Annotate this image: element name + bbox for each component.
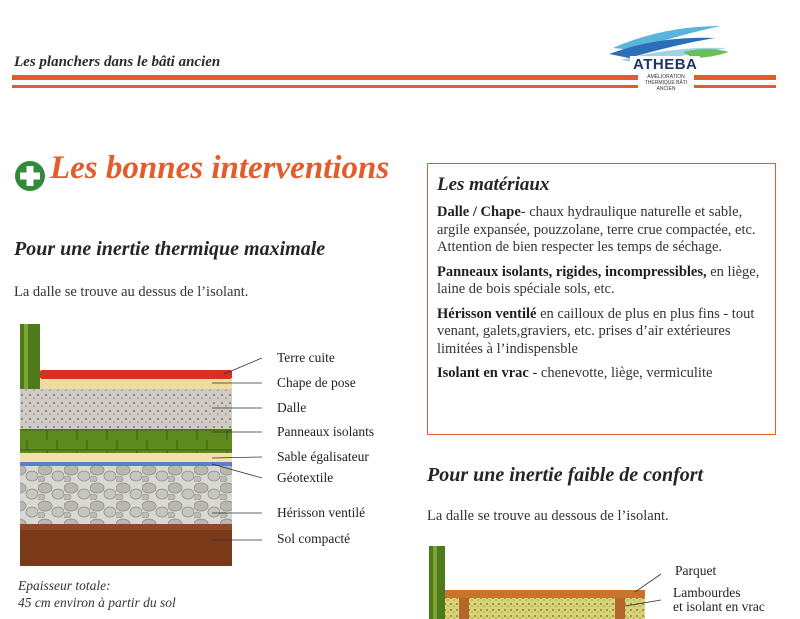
section-title: Les bonnes interventions	[50, 150, 390, 186]
floor-section-diagram-low-inertia	[425, 542, 785, 619]
layer-label-lambourdes: Lambourdes	[673, 585, 741, 600]
material-label: Isolant en vrac	[437, 365, 529, 381]
material-text: en liège, laine de bois spéciale sols, etc.	[437, 263, 760, 297]
document-header-title: Les planchers dans le bâti ancien	[14, 54, 221, 70]
caption-line-2: 45 cm environ à partir du sol	[18, 595, 176, 610]
layer-label-terre-cuite: Terre cuite	[277, 350, 335, 365]
layer-label-panneaux-isolants: Panneaux isolants	[277, 424, 375, 439]
material-item-isolant-vrac	[437, 365, 765, 383]
material-label: Panneaux isolants, rigides, incompressibles,	[437, 263, 707, 280]
layer-label-chape-de-pose: Chape de pose	[277, 375, 356, 390]
atheba-logo-tagline: AMÉLIORATION THERMIQUE BÂTI ANCIEN	[638, 74, 694, 92]
material-text: - chenevotte, liège, vermiculite	[528, 365, 713, 381]
material-text: - chaux hydraulique naturelle et sable, argile expansée, pouzzolane, terre crue compactée, etc.	[437, 204, 756, 238]
atheba-logo-wordmark: ATHEBA	[630, 56, 700, 73]
low-inertia-heading: Pour une inertie faible de confort	[427, 464, 704, 486]
layer-label-sable-egalisateur: Sable égalisateur	[277, 449, 369, 464]
layer-label-herisson-ventile: Hérisson ventilé	[277, 505, 366, 520]
caption-line-1: Epaisseur totale:	[18, 578, 111, 593]
floor-layers-illustration-low	[425, 542, 665, 619]
material-item-dalle-chape	[437, 204, 765, 257]
low-inertia-description: La dalle se trouve au dessous de l’isolant.	[427, 508, 669, 524]
thickness-caption	[18, 577, 176, 611]
material-label: Hérisson ventilé	[437, 305, 537, 322]
layer-label-parquet: Parquet	[675, 563, 717, 578]
layer-label-sol-compacte: Sol compacté	[277, 531, 351, 546]
layer-label-geotextile: Géotextile	[277, 470, 334, 485]
layer-label-dalle: Dalle	[277, 400, 307, 415]
layer-label-isolant-vrac: et isolant en vrac	[673, 599, 765, 614]
materials-box	[427, 163, 776, 435]
material-label: Dalle / Chape	[437, 204, 521, 220]
material-item-panneaux	[437, 264, 765, 299]
floor-section-diagram-high-inertia	[12, 320, 382, 575]
high-inertia-description: La dalle se trouve au dessus de l’isolant.	[14, 284, 249, 300]
material-item-herisson	[437, 306, 765, 359]
material-text: en cailloux de plus en plus fins - tout venant, galets,graviers, etc. prises d’air extérieures limitées à l’indispensble	[437, 305, 755, 357]
plus-circle-icon	[14, 160, 46, 192]
material-note: Attention de bien respecter les temps de séchage.	[437, 239, 723, 255]
materials-title: Les matériaux	[437, 174, 550, 195]
high-inertia-heading: Pour une inertie thermique maximale	[14, 238, 326, 260]
